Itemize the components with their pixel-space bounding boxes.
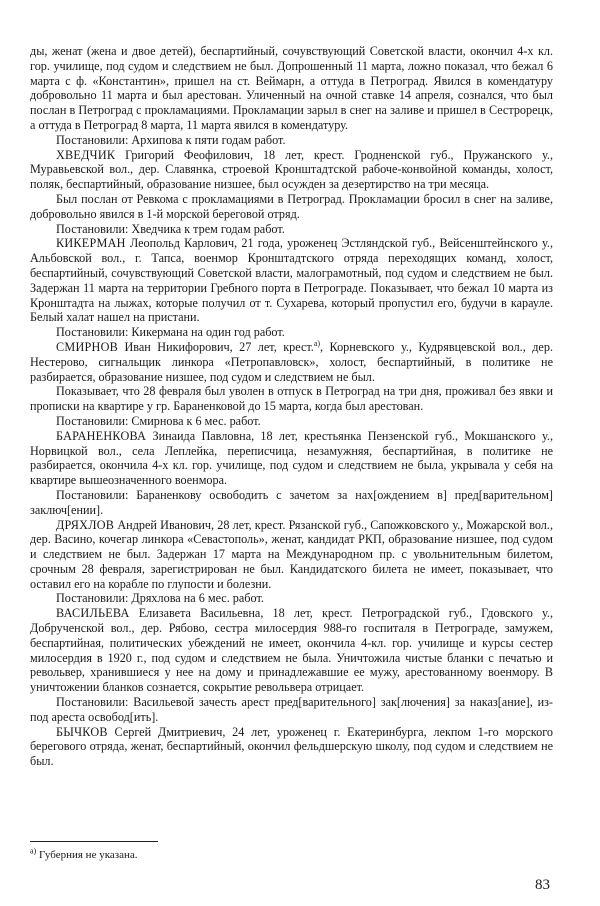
main-text <box>30 44 553 769</box>
paragraph-15 <box>30 606 553 695</box>
page-number: 83 <box>535 877 550 893</box>
paragraph-8 <box>30 340 553 384</box>
person-name: ХВЕДЧИК <box>56 147 116 162</box>
person-details: Леопольд Карлович, 21 года, уроженец Эстляндской губ., Вейсенштейнского у., Альбовской вол., г. Тапса, военмор Кронштадтского отряда переходящих команд, холост, беспартийный, сочувствующий Советской власти, малограмотный, под судом и следствием не был. Задержан 11 марта на территории Гребного порта в Петрограде. Показывает, что бежал 10 марта из Кронштадта на лыжах, которые получил от т. Сухарева, который пропустил его, будучи в карауле. Белый халат нашел на пристани. <box>30 236 553 325</box>
paragraph-11 <box>30 429 553 488</box>
paragraph-14: Постановили: Дряхлова на 6 мес. работ. <box>56 591 264 606</box>
person-details: Григорий Феофилович, 18 лет, крест. Гродненской губ., Пружанского у., Муравьевской вол., дер. Славянка, строевой Кронштадтской рабоче-конвойной команды, холост, поляк, беспартийный, образование низшее, был осужден за дезертирство на три месяца. <box>30 147 553 192</box>
footnote <box>30 846 138 862</box>
person-details: Елизавета Васильевна, 18 лет, крест. Петроградской губ., Гдовского у., Добрученской вол., дер. Рябово, сестра милосердия 988-го госпиталя в Петрограде, замужем, беспартийная, политических убеждений не имеет, окончила 4-кл. гор. училище и курсы сестер милосердия в 1920 г., под судом и следствием не была. Уничтожила чистые бланки с печатью и револьвер, хранившиеся у нее на дому и принадлежавшие ее мужу, арестованному военмору. В уничтожении бланков сознается, сокрытие револьвера отрицает. <box>30 606 553 695</box>
paragraph-16: Постановили: Васильевой зачесть арест пред[варительного] зак[лючения] за наказ[ание], из-под ареста освобод[ить]. <box>30 695 553 724</box>
person-details-cont: , Корневского у., Кудрявцевской вол., дер. Нестерово, сигнальщик линкора «Петропавловск», холост, беспартийный, в политике не разбирается, образование низшее, под судом и следствием не был. <box>30 339 553 384</box>
person-details: Иван Никифорович, 27 лет, крест. <box>118 339 314 354</box>
paragraph-9: Показывает, что 28 февраля был уволен в отпуск в Петроград на три дня, проживал без явки и прописки на квартире у гр. Бараненковой до 15 марта, когда был арестован. <box>30 384 553 414</box>
paragraph-3 <box>30 148 553 192</box>
paragraph-1: ды, женат (жена и двое детей), беспартийный, сочувствующий Советской власти, окончил 4-х кл. гор. училище, под судом и следствием не был. Допрошенный 11 марта, ложно показал, что бежал 6 марта с ф. «Константин», пришел на ст. Веймарн, а оттуда в Петроград. Явился в комендатуру добровольно 11 марта и был арестован. Уличенный на очной ставке 14 апреля, сознался, что был послан в Петроград с прокламациями. Прокламации зарыл в снег на заливе и пришел в Сестрорецк, а оттуда в Петроград 8 марта, 11 марта явился в комендатуру. <box>30 44 553 132</box>
paragraph-2: Постановили: Архипова к пяти годам работ. <box>56 132 286 147</box>
paragraph-12: Постановили: Бараненкову освободить с зачетом за нах[ождением в] пред[варительном] заключ[ении]. <box>30 487 553 517</box>
paragraph-6 <box>30 236 553 325</box>
person-name: СМИРНОВ <box>56 339 118 354</box>
person-name: БАРАНЕНКОВА <box>56 428 147 443</box>
person-name: ДРЯХЛОВ <box>56 517 115 532</box>
footnote-ref: а) <box>313 338 321 348</box>
paragraph-10: Постановили: Смирнова к 6 мес. работ. <box>56 413 261 428</box>
footnote-text: Губерния не указана. <box>36 849 138 861</box>
paragraph-7: Постановили: Кикермана на один год работ. <box>56 325 285 340</box>
footnote-divider <box>30 841 158 842</box>
person-details: Сергей Дмитриевич, 24 лет, уроженец г. Екатеринбурга, лекпом 1-го морского берегового отряда, женат, беспартийный, окончил фельдшерскую школу, под судом и следствием не был. <box>30 724 553 769</box>
person-details: Андрей Иванович, 28 лет, крест. Рязанской губ., Сапожковского у., Можарской вол., дер. Васино, кочегар линкора «Севастополь», женат, кандидат РКП, образование низшее, под судом и следствием не был. Задержан 17 марта на Международном пр. с увольнительным билетом, срочным 28 февраля, зарегистрирован не был. Кандидатского билета не имеет, показывает, что оставил его на корабле по глупости и болезни. <box>30 517 553 591</box>
person-details: Зинаида Павловна, 18 лет, крестьянка Пензенской губ., Мокшанского у., Норвицкой вол., села Леплейка, переписчица, незамужняя, беспартийная, в политике не разбирается, окончила 4-х кл. гор. училище, под судом и следствием не была, укрывала у себя на квартире вышеозначенного военмора. <box>30 428 553 488</box>
person-name: ВАСИЛЬЕВА <box>56 606 130 621</box>
paragraph-13 <box>30 518 553 592</box>
paragraph-17 <box>30 725 553 769</box>
person-name: БЫЧКОВ <box>56 724 108 739</box>
paragraph-5: Постановили: Хведчика к трем годам работ. <box>56 221 285 236</box>
person-name: КИКЕРМАН <box>56 236 126 251</box>
footnote-mark: а) <box>30 846 37 856</box>
paragraph-4: Был послан от Ревкома с прокламациями в Петроград. Прокламации бросил в снег на заливе, добровольно явился в 1-й морской береговой отряд. <box>30 191 553 221</box>
